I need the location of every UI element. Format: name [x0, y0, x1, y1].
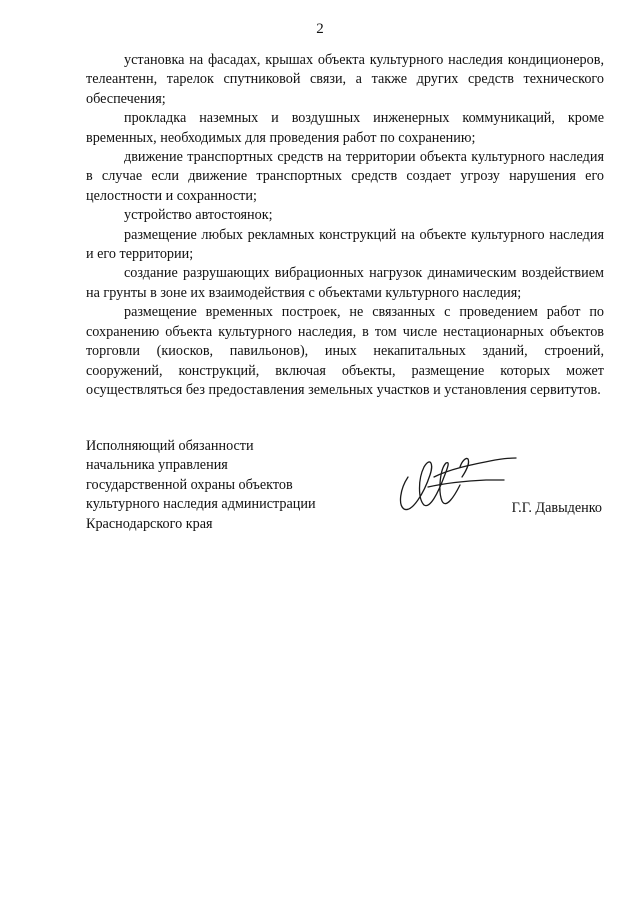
signer-title-line: государственной охраны объектов — [86, 476, 293, 493]
signature-block — [86, 437, 604, 532]
paragraph-facade-equipment: установка на фасадах, крышах объекта культурного наследия кондиционеров, телеантенн, тарелок спутниковой связи, а также других средств технического обеспечения; — [86, 52, 604, 107]
signer-title-line: культурного наследия администрации — [86, 496, 316, 513]
paragraph-parking: устройство автостоянок; — [124, 207, 273, 224]
signer-title-line: Исполняющий обязанности — [86, 438, 254, 454]
signer-title — [86, 437, 316, 534]
paragraph-temporary-buildings: размещение временных построек, не связанных с проведением работ по сохранению объекта культурного наследия, в том числе нестационарных объектов торговли (киосков, павильонов), иных некапитальных зданий, строений, сооружений, конструкций, включая объекты, размещение которых может осуществляться без предоставления земельных участков и установления сервитутов. — [86, 304, 604, 398]
page-number: 2 — [316, 21, 324, 37]
document-body — [86, 51, 604, 400]
paragraph-utility-lines: прокладка наземных и воздушных инженерных коммуникаций, кроме временных, необходимых для проведения работ по сохранению; — [86, 110, 604, 146]
paragraph-advertising: размещение любых рекламных конструкций на объекте культурного наследия и его территории; — [86, 226, 604, 263]
signer-title-line: Краснодарского края — [86, 515, 213, 532]
handwritten-signature — [390, 447, 520, 517]
signer-title-line: начальника управления — [86, 457, 228, 474]
signer-name: Г.Г. Давыденко — [511, 500, 602, 516]
paragraph-vibration-loads: создание разрушающих вибрационных нагрузок динамическим воздействием на грунты в зоне их взаимодействия с объектами культурного наследия; — [86, 265, 604, 301]
paragraph-vehicle-traffic: движение транспортных средств на территории объекта культурного наследия в случае если движение транспортных средств создает угрозу нарушения его целостности и сохранности; — [86, 149, 604, 204]
